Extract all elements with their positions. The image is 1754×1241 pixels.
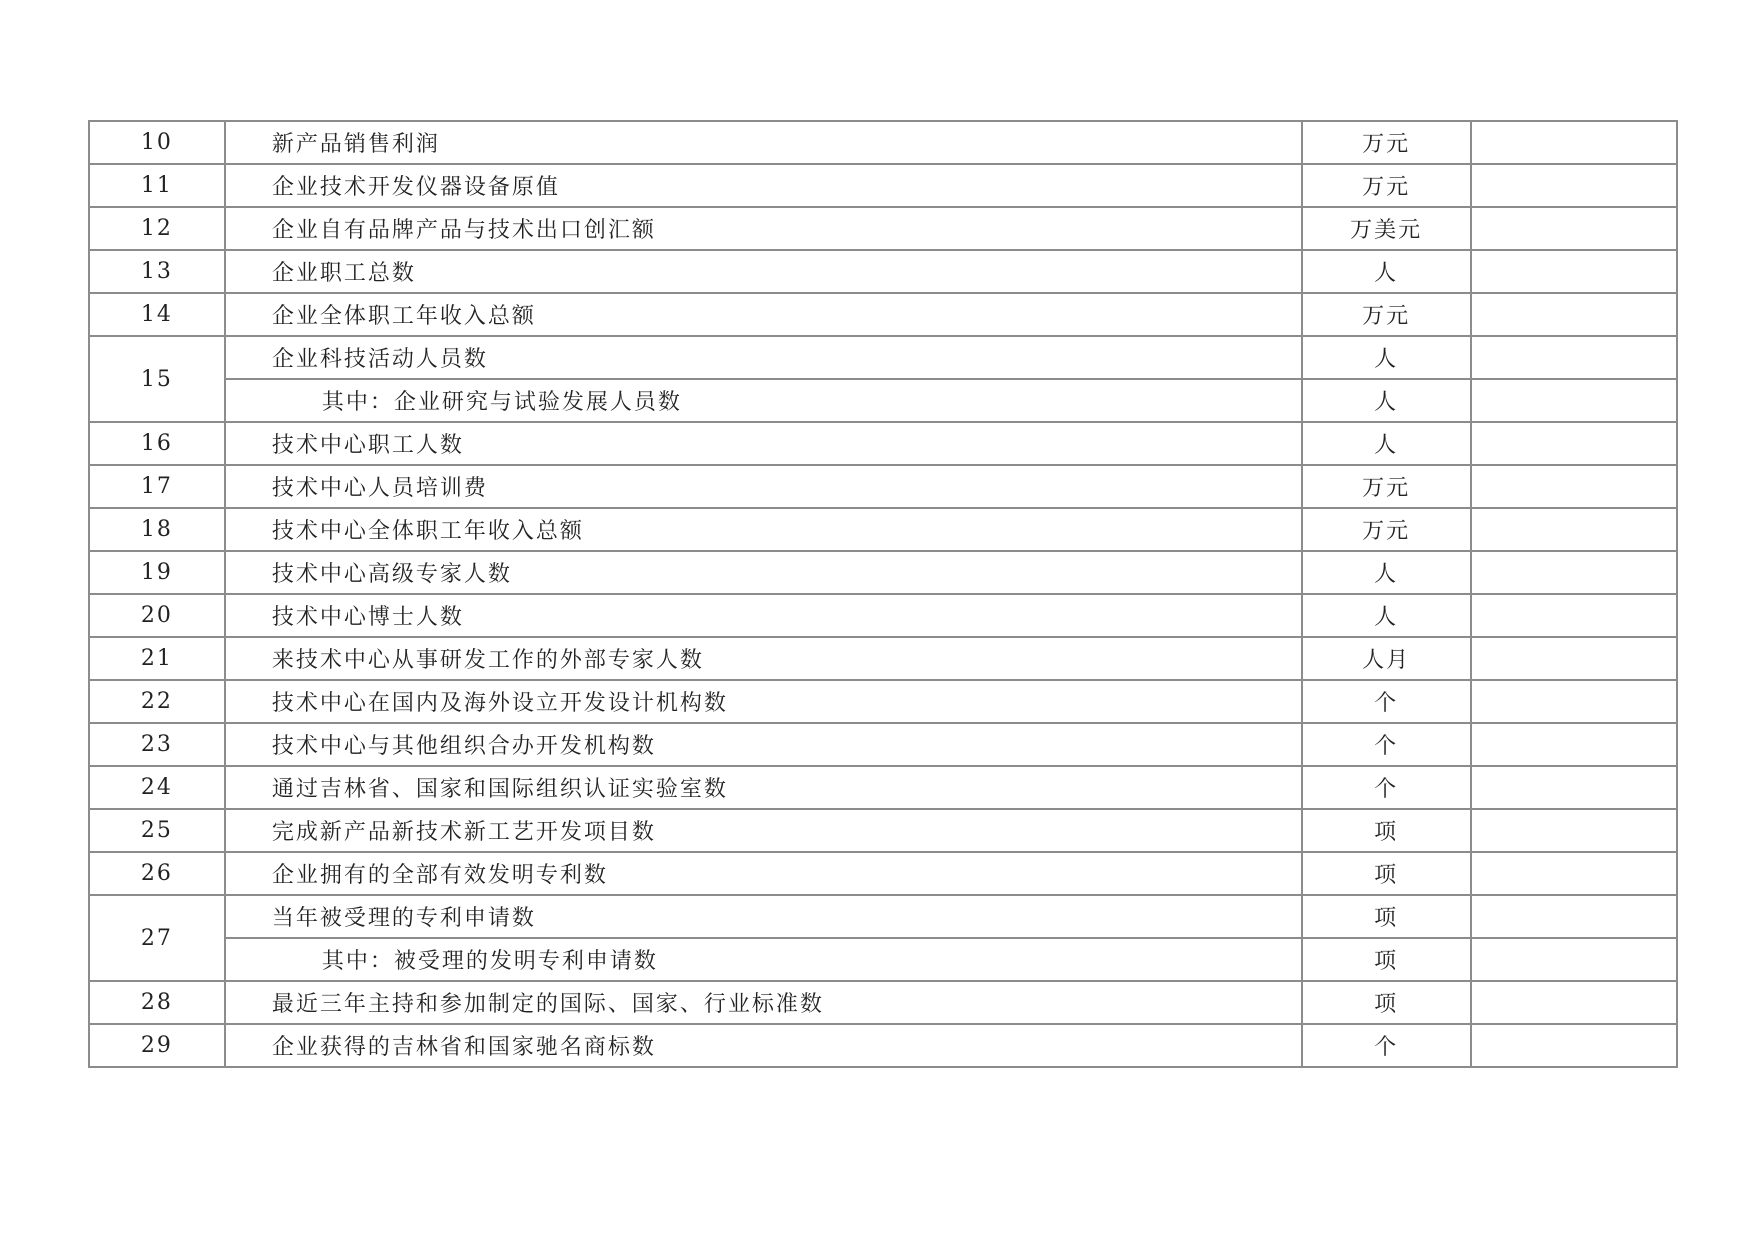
unit-cell: 万元 bbox=[1302, 293, 1471, 336]
value-cell[interactable] bbox=[1471, 379, 1677, 422]
indicator-name: 技术中心高级专家人数 bbox=[225, 551, 1302, 594]
value-cell[interactable] bbox=[1471, 637, 1677, 680]
row-number: 21 bbox=[89, 637, 225, 680]
indicator-name: 企业自有品牌产品与技术出口创汇额 bbox=[225, 207, 1302, 250]
table-row bbox=[89, 422, 1677, 465]
value-cell[interactable] bbox=[1471, 895, 1677, 938]
indicator-name: 企业拥有的全部有效发明专利数 bbox=[225, 852, 1302, 895]
table-row bbox=[89, 551, 1677, 594]
row-number: 10 bbox=[89, 121, 225, 164]
row-number: 11 bbox=[89, 164, 225, 207]
unit-cell: 人 bbox=[1302, 594, 1471, 637]
value-cell[interactable] bbox=[1471, 207, 1677, 250]
table-row bbox=[89, 723, 1677, 766]
indicator-name: 最近三年主持和参加制定的国际、国家、行业标准数 bbox=[225, 981, 1302, 1024]
unit-cell: 项 bbox=[1302, 938, 1471, 981]
row-number: 16 bbox=[89, 422, 225, 465]
table-row bbox=[89, 121, 1677, 164]
indicator-name: 来技术中心从事研发工作的外部专家人数 bbox=[225, 637, 1302, 680]
indicator-name: 企业职工总数 bbox=[225, 250, 1302, 293]
unit-cell: 万元 bbox=[1302, 121, 1471, 164]
table-row bbox=[89, 508, 1677, 551]
table-row bbox=[89, 938, 1677, 981]
value-cell[interactable] bbox=[1471, 250, 1677, 293]
indicator-name: 技术中心全体职工年收入总额 bbox=[225, 508, 1302, 551]
table-row bbox=[89, 379, 1677, 422]
row-number: 24 bbox=[89, 766, 225, 809]
value-cell[interactable] bbox=[1471, 852, 1677, 895]
row-number: 17 bbox=[89, 465, 225, 508]
value-cell[interactable] bbox=[1471, 594, 1677, 637]
unit-cell: 项 bbox=[1302, 981, 1471, 1024]
unit-cell: 个 bbox=[1302, 766, 1471, 809]
table-body bbox=[89, 121, 1677, 1067]
row-number: 26 bbox=[89, 852, 225, 895]
table-row bbox=[89, 164, 1677, 207]
value-cell[interactable] bbox=[1471, 293, 1677, 336]
value-cell[interactable] bbox=[1471, 508, 1677, 551]
value-cell[interactable] bbox=[1471, 336, 1677, 379]
indicator-name: 企业技术开发仪器设备原值 bbox=[225, 164, 1302, 207]
value-cell[interactable] bbox=[1471, 723, 1677, 766]
value-cell[interactable] bbox=[1471, 981, 1677, 1024]
row-number: 25 bbox=[89, 809, 225, 852]
row-number: 22 bbox=[89, 680, 225, 723]
indicator-sub-name: 其中：企业研究与试验发展人员数 bbox=[225, 379, 1302, 422]
indicator-name: 技术中心职工人数 bbox=[225, 422, 1302, 465]
indicator-name: 技术中心人员培训费 bbox=[225, 465, 1302, 508]
indicator-name: 新产品销售利润 bbox=[225, 121, 1302, 164]
indicator-name: 技术中心在国内及海外设立开发设计机构数 bbox=[225, 680, 1302, 723]
unit-cell: 万元 bbox=[1302, 508, 1471, 551]
indicator-name: 完成新产品新技术新工艺开发项目数 bbox=[225, 809, 1302, 852]
table-row bbox=[89, 594, 1677, 637]
unit-cell: 人 bbox=[1302, 250, 1471, 293]
table-row bbox=[89, 852, 1677, 895]
value-cell[interactable] bbox=[1471, 1024, 1677, 1067]
table-row bbox=[89, 895, 1677, 938]
table-row bbox=[89, 465, 1677, 508]
indicator-sub-name: 其中：被受理的发明专利申请数 bbox=[225, 938, 1302, 981]
indicator-name: 通过吉林省、国家和国际组织认证实验室数 bbox=[225, 766, 1302, 809]
unit-cell: 个 bbox=[1302, 1024, 1471, 1067]
value-cell[interactable] bbox=[1471, 422, 1677, 465]
value-cell[interactable] bbox=[1471, 465, 1677, 508]
table-row bbox=[89, 293, 1677, 336]
unit-cell: 个 bbox=[1302, 723, 1471, 766]
value-cell[interactable] bbox=[1471, 938, 1677, 981]
table-row bbox=[89, 766, 1677, 809]
unit-cell: 项 bbox=[1302, 809, 1471, 852]
unit-cell: 万元 bbox=[1302, 465, 1471, 508]
value-cell[interactable] bbox=[1471, 680, 1677, 723]
value-cell[interactable] bbox=[1471, 164, 1677, 207]
indicator-name: 技术中心博士人数 bbox=[225, 594, 1302, 637]
indicator-name: 企业获得的吉林省和国家驰名商标数 bbox=[225, 1024, 1302, 1067]
unit-cell: 人 bbox=[1302, 379, 1471, 422]
row-number: 12 bbox=[89, 207, 225, 250]
row-number: 19 bbox=[89, 551, 225, 594]
value-cell[interactable] bbox=[1471, 766, 1677, 809]
row-number: 15 bbox=[89, 336, 225, 422]
value-cell[interactable] bbox=[1471, 121, 1677, 164]
value-cell[interactable] bbox=[1471, 809, 1677, 852]
row-number: 13 bbox=[89, 250, 225, 293]
indicator-name: 当年被受理的专利申请数 bbox=[225, 895, 1302, 938]
table-row bbox=[89, 637, 1677, 680]
unit-cell: 个 bbox=[1302, 680, 1471, 723]
table-row bbox=[89, 1024, 1677, 1067]
table-row bbox=[89, 809, 1677, 852]
unit-cell: 项 bbox=[1302, 852, 1471, 895]
unit-cell: 人 bbox=[1302, 336, 1471, 379]
row-number: 14 bbox=[89, 293, 225, 336]
value-cell[interactable] bbox=[1471, 551, 1677, 594]
table-row bbox=[89, 250, 1677, 293]
row-number: 27 bbox=[89, 895, 225, 981]
unit-cell: 人 bbox=[1302, 551, 1471, 594]
unit-cell: 项 bbox=[1302, 895, 1471, 938]
row-number: 18 bbox=[89, 508, 225, 551]
table-row bbox=[89, 207, 1677, 250]
unit-cell: 人月 bbox=[1302, 637, 1471, 680]
table-row bbox=[89, 680, 1677, 723]
indicator-name: 技术中心与其他组织合办开发机构数 bbox=[225, 723, 1302, 766]
row-number: 28 bbox=[89, 981, 225, 1024]
unit-cell: 万美元 bbox=[1302, 207, 1471, 250]
indicator-name: 企业全体职工年收入总额 bbox=[225, 293, 1302, 336]
table-row bbox=[89, 981, 1677, 1024]
indicator-table bbox=[88, 120, 1678, 1068]
row-number: 20 bbox=[89, 594, 225, 637]
unit-cell: 万元 bbox=[1302, 164, 1471, 207]
table-row bbox=[89, 336, 1677, 379]
row-number: 23 bbox=[89, 723, 225, 766]
indicator-name: 企业科技活动人员数 bbox=[225, 336, 1302, 379]
row-number: 29 bbox=[89, 1024, 225, 1067]
unit-cell: 人 bbox=[1302, 422, 1471, 465]
